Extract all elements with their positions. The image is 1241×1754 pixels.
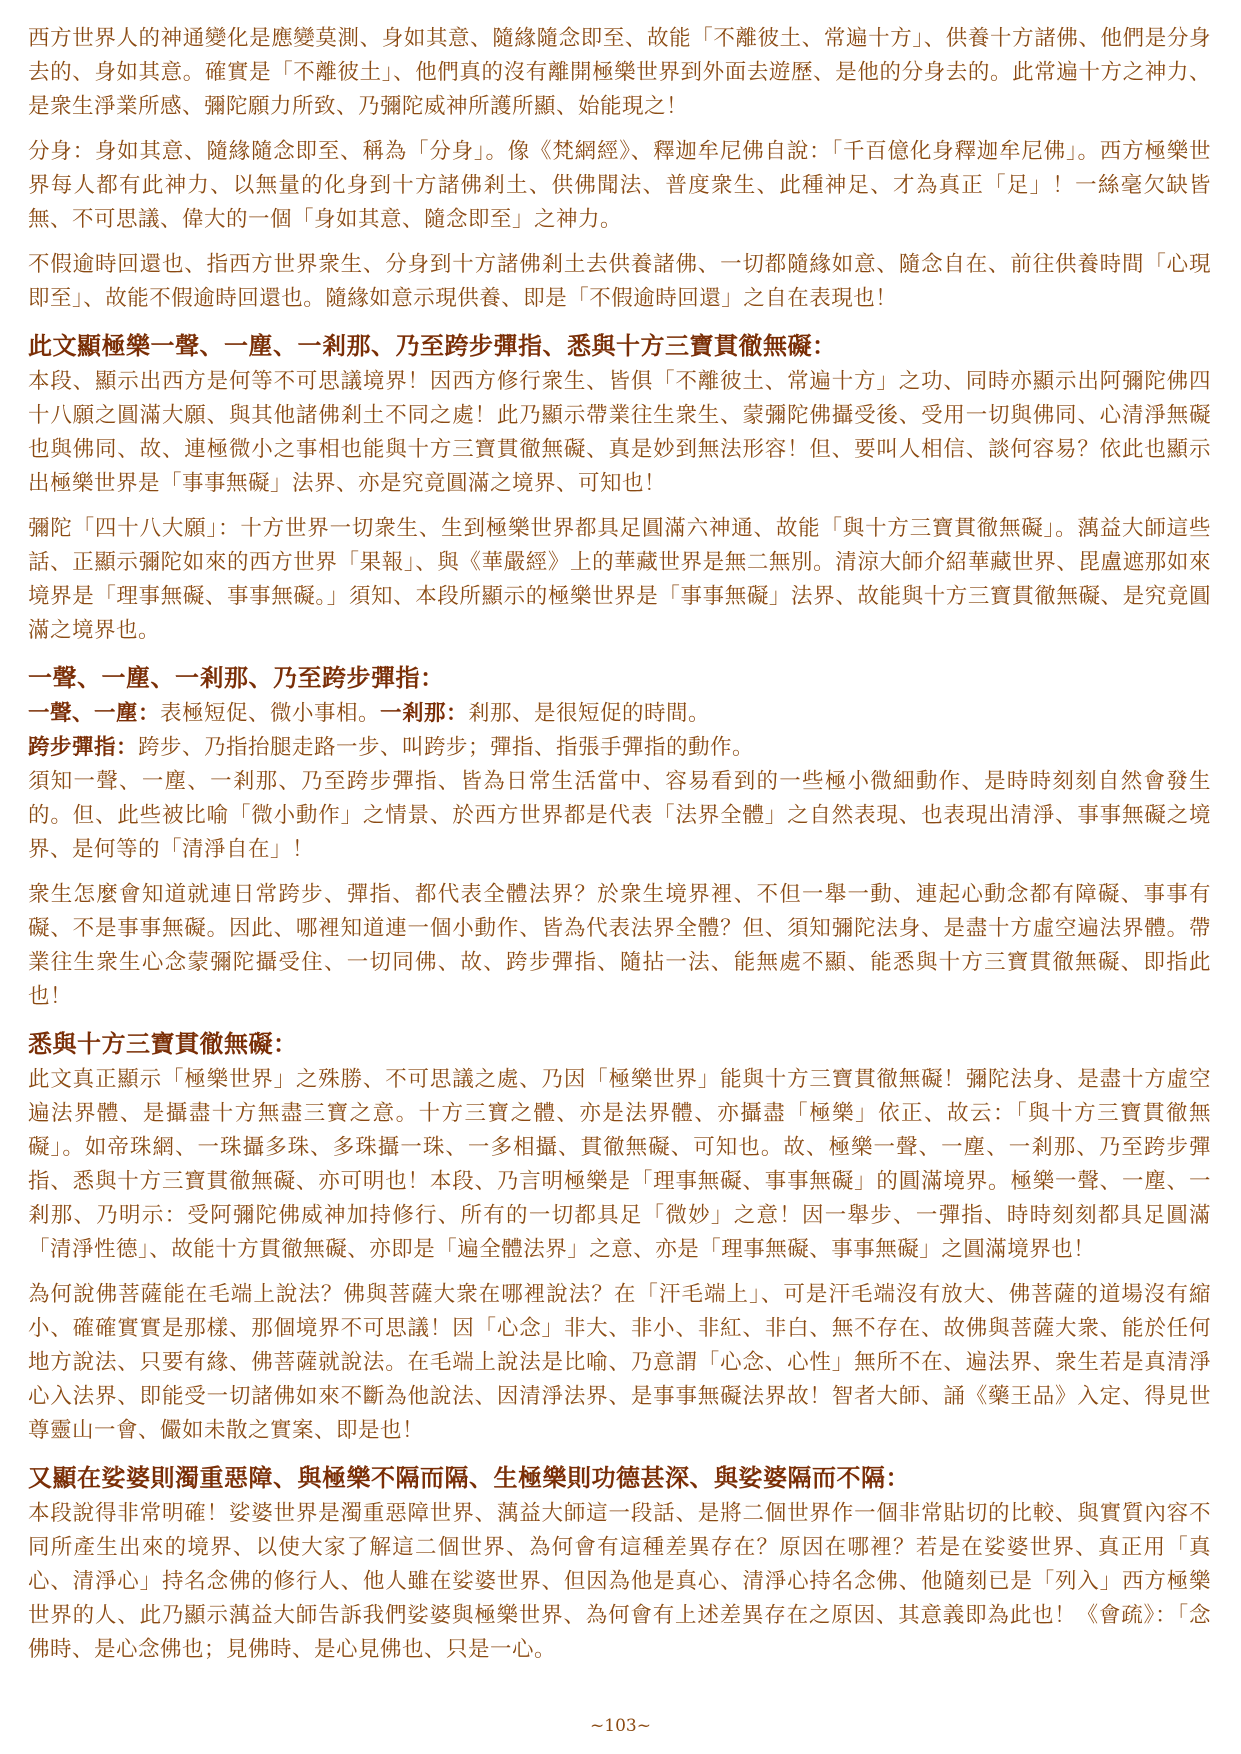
definition-term: 跨步彈指：	[28, 735, 139, 760]
page-number: ~103~	[590, 1716, 651, 1736]
definition-text: 表極短促、微小事相。	[160, 701, 381, 726]
definition-line	[28, 697, 1211, 731]
section-heading: 此文顯極樂一聲、一塵、一剎那、乃至跨步彈指、悉與十方三寶貫徹無礙：	[28, 331, 837, 360]
paragraph: 分身：身如其意、隨緣隨念即至、稱為「分身」。像《梵網經》、釋迦牟尼佛自說：「千百億化身釋迦牟尼佛」。西方極樂世界每人都有此神力、以無量的化身到十方諸佛剎土、供佛聞法、普度衆生、此種神足、才為真正「足」！一絲毫欠缺皆無、不可思議、偉大的一個「身如其意、隨念即至」之神力。	[28, 139, 1211, 232]
paragraph: 此文真正顯示「極樂世界」之殊勝、不可思議之處、乃因「極樂世界」能與十方三寶貫徹無礙！彌陀法身、是盡十方虛空遍法界體、是攝盡十方無盡三寶之意。十方三寶之體、亦是法界體、亦攝盡「極樂」依正、故云：「與十方三寶貫徹無礙」。如帝珠網、一珠攝多珠、多珠攝一珠、一多相攝、貫徹無礙、可知也。故、極樂一聲、一塵、一剎那、乃至跨步彈指、悉與十方三寶貫徹無礙、亦可明也！本段、乃言明極樂是「理事無礙、事事無礙」的圓滿境界。極樂一聲、一塵、一剎那、乃明示：受阿彌陀佛威神加持修行、所有的一切都具足「微妙」之意！因一舉步、一彈指、時時刻刻都具足圓滿「清淨性德」、故能十方貫徹無礙、亦即是「遍全體法界」之意、亦是「理事無礙、事事無礙」之圓滿境界也！	[28, 1067, 1211, 1262]
definition-text: 跨步、乃指抬腿走路一步、叫跨步；彈指、指張手彈指的動作。	[138, 735, 755, 760]
definition-line	[28, 731, 1211, 765]
paragraph: 西方世界人的神通變化是應變莫測、身如其意、隨緣隨念即至、故能「不離彼土、常遍十方」、供養十方諸佛、他們是分身去的、身如其意。確實是「不離彼土」、他們真的沒有離開極樂世界到外面去遊歷、是他的分身去的。此常遍十方之神力、是衆生淨業所感、彌陀願力所致、乃彌陀威神所護所顯、始能現之！	[28, 26, 1211, 119]
section-heading: 一聲、一塵、一剎那、乃至跨步彈指：	[28, 663, 445, 692]
section-heading: 悉與十方三寶貫徹無礙：	[28, 1029, 298, 1058]
definition-term: 一聲、一塵：	[28, 701, 161, 726]
paragraph: 不假逾時回還也、指西方世界衆生、分身到十方諸佛剎土去供養諸佛、一切都隨緣如意、隨念自在、前往供養時間「心現即至」、故能不假逾時回還也。隨緣如意示現供養、即是「不假逾時回還」之自在表現也！	[28, 252, 1211, 311]
paragraph: 衆生怎麼會知道就連日常跨步、彈指、都代表全體法界？於衆生境界裡、不但一舉一動、連起心動念都有障礙、事事有礙、不是事事無礙。因此、哪裡知道連一個小動作、皆為代表法界全體？但、須知彌陀法身、是盡十方虛空遍法界體。帶業往生衆生心念蒙彌陀攝受住、一切同佛、故、跨步彈指、隨拈一法、能無處不顯、能悉與十方三寶貫徹無礙、即指此也！	[28, 882, 1211, 1009]
paragraph: 彌陀「四十八大願」：十方世界一切衆生、生到極樂世界都具足圓滿六神通、故能「與十方三寶貫徹無礙」。蕅益大師這些話、正顯示彌陀如來的西方世界「果報」、與《華嚴經》上的華藏世界是無二無別。清涼大師介紹華藏世界、毘盧遮那如來境界是「理事無礙、事事無礙。」須知、本段所顯示的極樂世界是「事事無礙」法界、故能與十方三寶貫徹無礙、是究竟圓滿之境界也。	[28, 516, 1211, 643]
section-heading: 又顯在娑婆則濁重惡障、與極樂不隔而隔、生極樂則功德甚深、與娑婆隔而不隔：	[28, 1463, 910, 1492]
paragraph: 本段、顯示出西方是何等不可思議境界！因西方修行衆生、皆俱「不離彼土、常遍十方」之功、同時亦顯示出阿彌陀佛四十八願之圓滿大願、與其他諸佛剎土不同之處！此乃顯示帶業往生衆生、蒙彌陀佛攝受後、受用一切與佛同、心清淨無礙也與佛同、故、連極微小之事相也能與十方三寶貫徹無礙、真是妙到無法形容！但、要叫人相信、談何容易？依此也顯示出極樂世界是「事事無礙」法界、亦是究竟圓滿之境界、可知也！	[28, 369, 1211, 496]
paragraph: 須知一聲、一塵、一剎那、乃至跨步彈指、皆為日常生活當中、容易看到的一些極小微細動作、是時時刻刻自然會發生的。但、此些被比喻「微小動作」之情景、於西方世界都是代表「法界全體」之自然表現、也表現出清淨、事事無礙之境界、是何等的「清淨自在」！	[28, 769, 1211, 862]
paragraph: 本段說得非常明確！娑婆世界是濁重惡障世界、蕅益大師這一段話、是將二個世界作一個非常貼切的比較、與實質內容不同所產生出來的境界、以使大家了解這二個世界、為何會有這種差異存在？原因在哪裡？若是在娑婆世界、真正用「真心、清淨心」持名念佛的修行人、他人雖在娑婆世界、但因為他是真心、清淨心持名念佛、他隨刻已是「列入」西方極樂世界的人、此乃顯示蕅益大師告訴我們娑婆與極樂世界、為何會有上述差異存在之原因、其意義即為此也！《會疏》：「念佛時、是心念佛也；見佛時、是心見佛也、只是一心。	[28, 1501, 1211, 1662]
paragraph: 為何說佛菩薩能在毛端上說法？佛與菩薩大衆在哪裡說法？在「汗毛端上」、可是汗毛端沒有放大、佛菩薩的道場沒有縮小、確確實實是那樣、那個境界不可思議！因「心念」非大、非小、非紅、非白、無不存在、故佛與菩薩大衆、能於任何地方說法、只要有緣、佛菩薩就說法。在毛端上說法是比喻、乃意謂「心念、心性」無所不在、遍法界、衆生若是真清淨心入法界、即能受一切諸佛如來不斷為他說法、因清淨法界、是事事無礙法界故！智者大師、誦《藥王品》入定、得見世尊靈山一會、儼如未散之實案、即是也！	[28, 1282, 1211, 1443]
definition-term: 一剎那：	[380, 701, 469, 726]
definition-text: 剎那、是很短促的時間。	[468, 701, 711, 726]
